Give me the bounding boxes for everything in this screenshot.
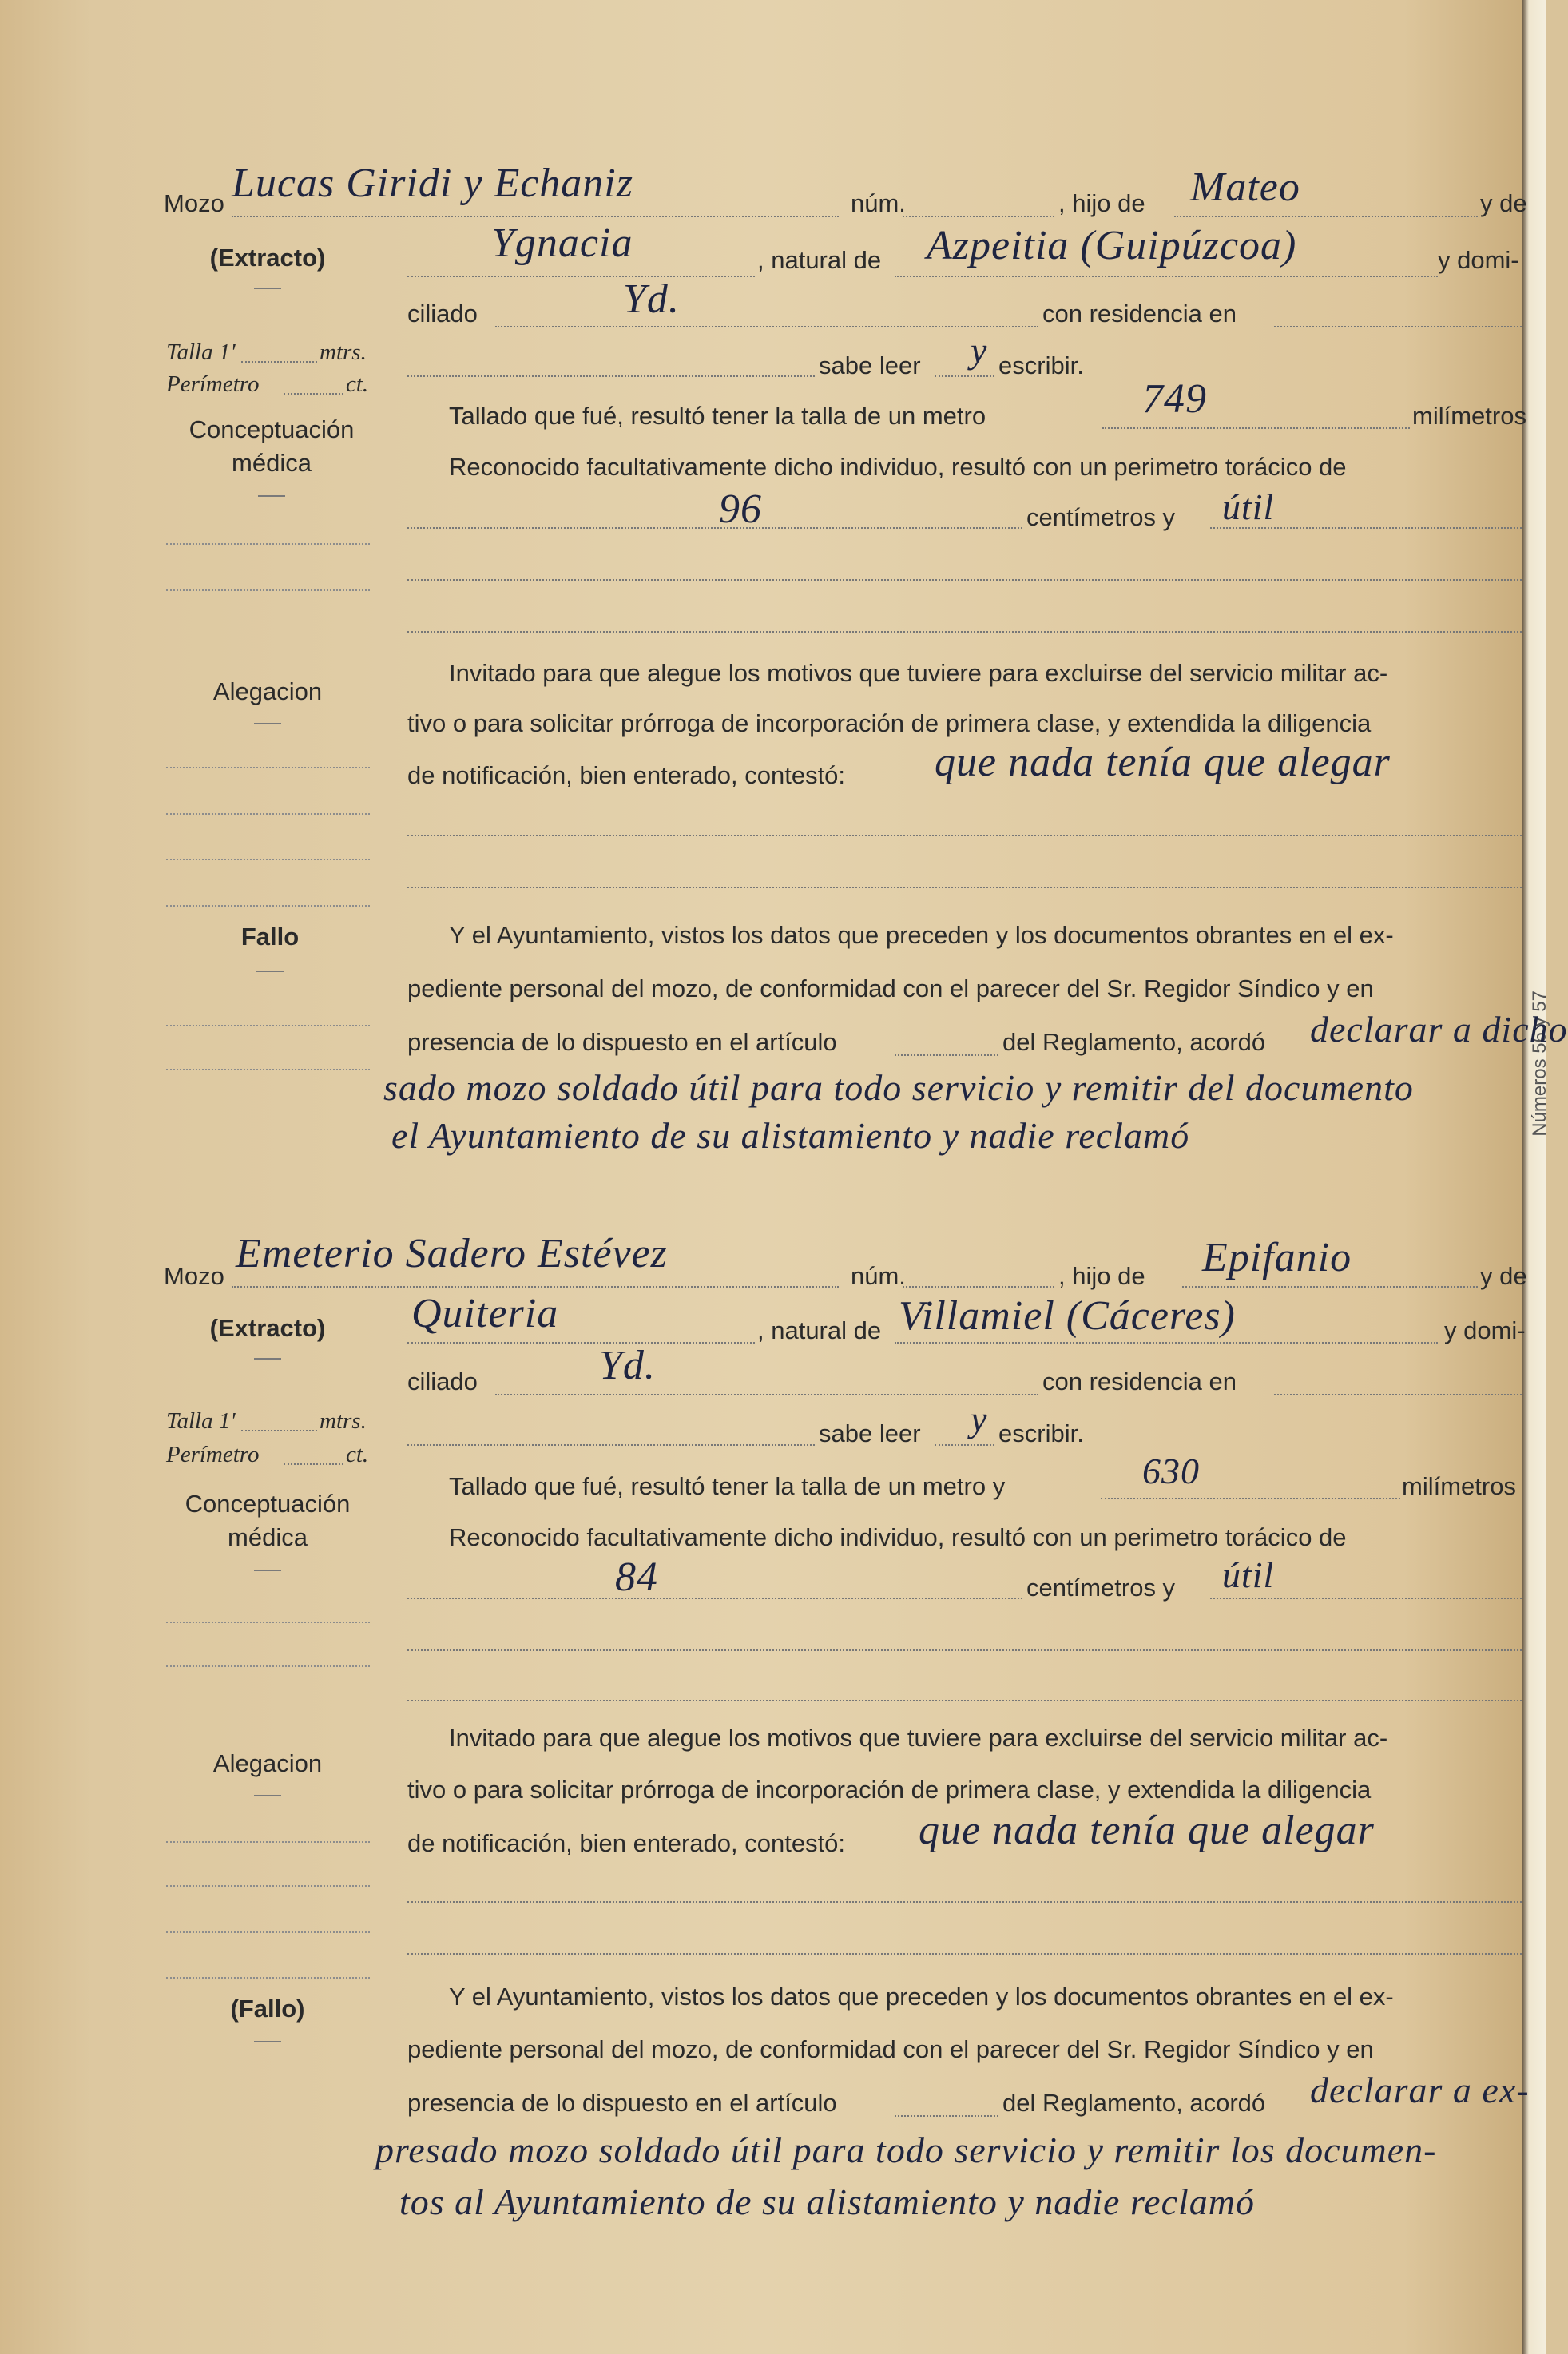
ct-label: ct. xyxy=(346,371,369,397)
residencia-label: con residencia en xyxy=(1042,1368,1237,1395)
alegacion-label: Alegacion xyxy=(212,677,323,705)
talla-label: Talla 1' xyxy=(166,1408,236,1434)
reconocido-text: Reconocido facultativamente dicho individuo, resultó con un perimetro torácico de xyxy=(449,1523,1347,1551)
conceptuacion-label: Conceptuación xyxy=(189,415,355,443)
ayto-line-2: pediente personal del mozo, de conformidad con el parecer del Sr. Regidor Síndico y en xyxy=(407,2035,1374,2063)
ayto-line-3a: presencia de lo dispuesto en el artículo xyxy=(407,2089,837,2117)
mtrs-label: mtrs. xyxy=(320,1408,367,1434)
domicilio: Yd. xyxy=(599,1343,656,1388)
madre-name: Ygnacia xyxy=(491,220,633,266)
hijo-label: , hijo de xyxy=(1058,189,1145,217)
invitado-line-3: de notificación, bien enterado, contestó: xyxy=(407,761,846,789)
conceptuacion-label: Conceptuación xyxy=(185,1490,351,1518)
centimetros-label: centímetros y xyxy=(1026,503,1176,531)
tallado-text: Tallado que fué, resultó tener la talla de un metro xyxy=(449,402,986,430)
fallo-value-1: declarar a ex- xyxy=(1310,2070,1530,2110)
mozo-label: Mozo xyxy=(164,189,224,217)
sabe-value: y xyxy=(971,1399,988,1439)
fallo-value-3: tos al Ayuntamiento de su alistamiento y nadie reclamó xyxy=(399,2181,1255,2222)
sabe-leer-label: sabe leer xyxy=(819,351,921,379)
num-label: núm. xyxy=(851,189,906,217)
padre-name: Mateo xyxy=(1190,165,1300,210)
fallo-value-1: declarar a dicho xyxy=(1310,1009,1568,1050)
mozo-label: Mozo xyxy=(164,1262,224,1290)
invitado-line-2: tivo o para solicitar prórroga de incorporación de primera clase, y extendida la diligencia xyxy=(407,709,1372,737)
invitado-line-3: de notificación, bien enterado, contestó: xyxy=(407,1829,846,1857)
alegacion-label: Alegacion xyxy=(212,1749,323,1777)
ayto-line-3b: del Reglamento, acordó xyxy=(1002,1028,1266,1056)
ciliado-label: ciliado xyxy=(407,300,478,327)
sabe-leer-label: sabe leer xyxy=(819,1419,921,1447)
ayto-line-1: Y el Ayuntamiento, vistos los datos que preceden y los documentos obrantes en el ex- xyxy=(449,1983,1394,2011)
margin-note: Números 56 y 57 xyxy=(1529,990,1550,1137)
domi-label: y domi- xyxy=(1438,246,1519,274)
perimetro-value: 96 xyxy=(719,486,762,532)
ayto-line-3a: presencia de lo dispuesto en el artículo xyxy=(407,1028,837,1056)
perimetro-y-value: útil xyxy=(1222,1554,1275,1595)
domicilio: Yd. xyxy=(623,276,680,322)
natural-label: , natural de xyxy=(757,1316,882,1344)
fallo-label: (Fallo) xyxy=(230,1995,305,2023)
num-label: núm. xyxy=(851,1262,906,1290)
natural-label: , natural de xyxy=(757,246,882,274)
ayto-line-2: pediente personal del mozo, de conformidad con el parecer del Sr. Regidor Síndico y en xyxy=(407,975,1374,1002)
extracto-label: (Extracto) xyxy=(209,1314,326,1342)
natural-place: Azpeitia (Guipúzcoa) xyxy=(927,223,1297,268)
centimetros-label: centímetros y xyxy=(1026,1574,1176,1602)
sabe-value: y xyxy=(971,330,988,371)
binding-edge xyxy=(1522,0,1550,2354)
invitado-line-1: Invitado para que alegue los motivos que tuviere para excluirse del servicio militar ac- xyxy=(449,659,1388,687)
escribir-label: escribir. xyxy=(998,1419,1084,1447)
mtrs-label: mtrs. xyxy=(320,339,367,365)
ayto-line-1: Y el Ayuntamiento, vistos los datos que preceden y los documentos obrantes en el ex- xyxy=(449,921,1394,949)
madre-name: Quiteria xyxy=(411,1291,559,1336)
padre-name: Epifanio xyxy=(1202,1235,1352,1280)
mozo-name: Emeterio Sadero Estévez xyxy=(236,1231,668,1276)
hijo-label: , hijo de xyxy=(1058,1262,1145,1290)
extracto-label: (Extracto) xyxy=(209,244,326,272)
talla-value: 630 xyxy=(1142,1451,1200,1491)
ct-label: ct. xyxy=(346,1442,369,1467)
medica-label: médica xyxy=(232,449,312,477)
medica-label: médica xyxy=(228,1523,308,1551)
reconocido-text: Reconocido facultativamente dicho individuo, resultó con un perimetro torácico de xyxy=(449,453,1347,481)
perimetro-label: Perímetro xyxy=(166,1442,260,1467)
natural-place: Villamiel (Cáceres) xyxy=(899,1293,1236,1339)
milimetros-label: milímetros xyxy=(1412,402,1526,430)
invitado-line-2: tivo o para solicitar prórroga de incorporación de primera clase, y extendida la diligencia xyxy=(407,1776,1372,1804)
contesto-value: que nada tenía que alegar xyxy=(919,1808,1375,1853)
talla-value: 749 xyxy=(1142,376,1207,422)
perimetro-y-value: útil xyxy=(1222,486,1275,527)
talla-label: Talla 1' xyxy=(166,339,236,365)
fallo-value-2: sado mozo soldado útil para todo servicio y remitir del documento xyxy=(383,1067,1414,1108)
domi-label: y domi- xyxy=(1444,1316,1526,1344)
y-de-label: y de xyxy=(1480,189,1527,217)
fallo-label: Fallo xyxy=(240,923,300,951)
perimetro-label: Perímetro xyxy=(166,371,260,397)
milimetros-label: milímetros xyxy=(1402,1472,1516,1500)
residencia-label: con residencia en xyxy=(1042,300,1237,327)
ciliado-label: ciliado xyxy=(407,1368,478,1395)
ayto-line-3b: del Reglamento, acordó xyxy=(1002,2089,1266,2117)
fallo-value-3: el Ayuntamiento de su alistamiento y nadie reclamó xyxy=(391,1115,1190,1156)
mozo-name: Lucas Giridi y Echaniz xyxy=(232,161,633,206)
escribir-label: escribir. xyxy=(998,351,1084,379)
y-de-label: y de xyxy=(1480,1262,1527,1290)
tallado-text: Tallado que fué, resultó tener la talla de un metro y xyxy=(449,1472,1006,1500)
invitado-line-1: Invitado para que alegue los motivos que tuviere para excluirse del servicio militar ac- xyxy=(449,1724,1388,1752)
perimetro-value: 84 xyxy=(615,1554,658,1600)
contesto-value: que nada tenía que alegar xyxy=(935,740,1391,785)
fallo-value-2: presado mozo soldado útil para todo servicio y remitir los documen- xyxy=(375,2130,1437,2170)
